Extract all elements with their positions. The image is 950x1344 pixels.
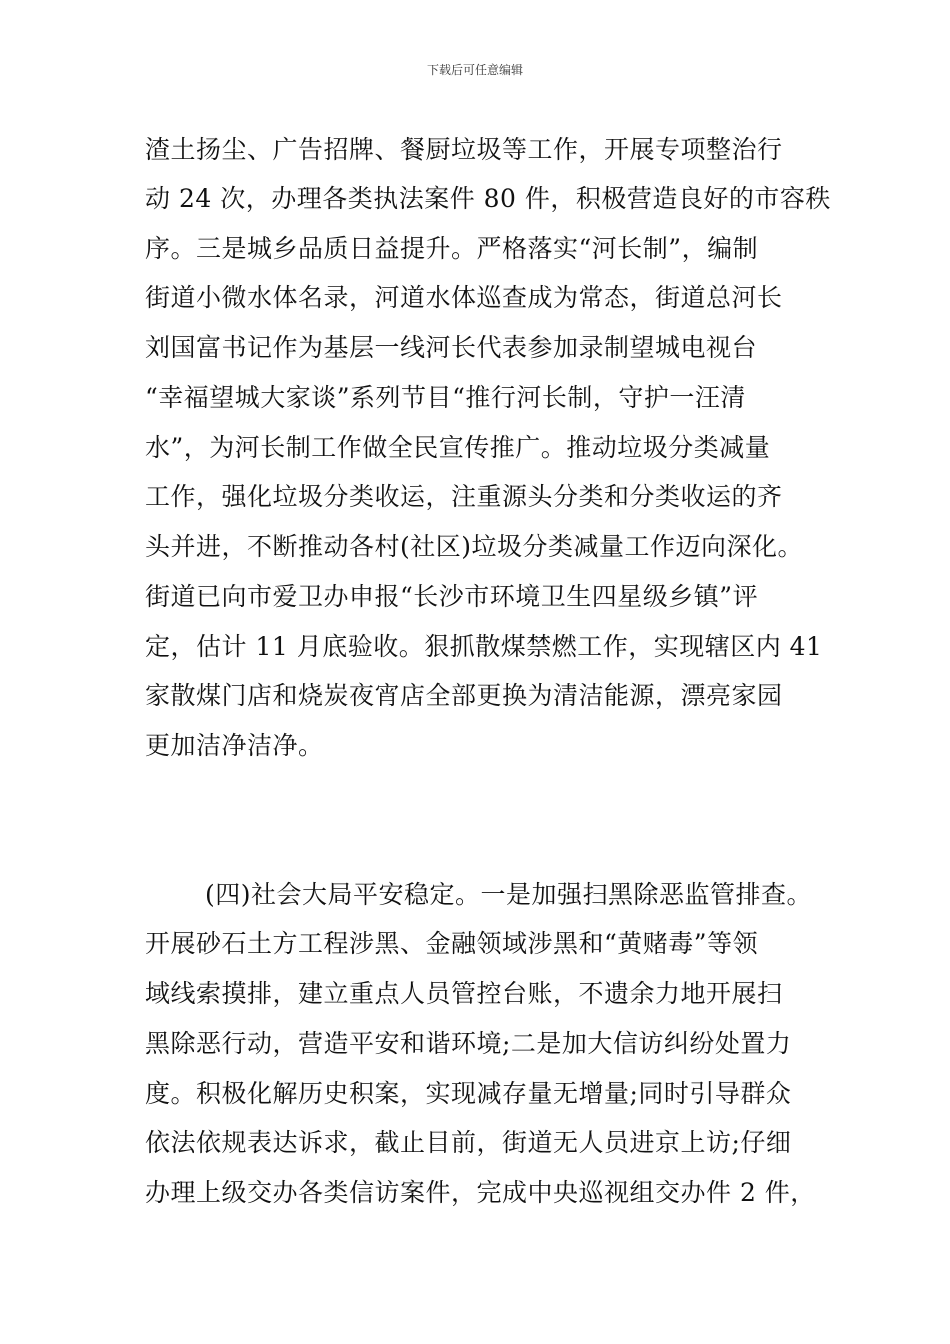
paragraph-line: 工作，强化垃圾分类收运，注重源头分类和分类收运的齐 bbox=[145, 482, 783, 511]
paragraph-line: 开展砂石土方工程涉黑、金融领域涉黑和“黄赌毒”等领 bbox=[145, 929, 759, 958]
paragraph-line: 头并进，不断推动各村(社区)垃圾分类减量工作迈向深化。 bbox=[145, 532, 804, 561]
paragraph-line: 渣土扬尘、广告招牌、餐厨垃圾等工作，开展专项整治行 bbox=[145, 135, 783, 164]
paragraph-line: 度。积极化解历史积案，实现减存量无增量;同时引导群众 bbox=[145, 1079, 792, 1108]
paragraph-line: 动 24 次，办理各类执法案件 80 件，积极营造良好的市容秩 bbox=[145, 184, 831, 213]
paragraph-line: 街道已向市爱卫办申报“长沙市环境卫生四星级乡镇”评 bbox=[145, 582, 759, 611]
paragraph-line: 更加洁净洁净。 bbox=[145, 731, 324, 760]
paragraph-line: 序。三是城乡品质日益提升。严格落实“河长制”，编制 bbox=[145, 234, 759, 263]
paragraph-line: (四)社会大局平安稳定。一是加强扫黑除恶监管排查。 bbox=[205, 880, 813, 909]
paragraph-line: 家散煤门店和烧炭夜宵店全部更换为清洁能源，漂亮家园 bbox=[145, 681, 783, 710]
paragraph-line: 黑除恶行动，营造平安和谐环境;二是加大信访纠纷处置力 bbox=[145, 1029, 792, 1058]
paragraph-line: 依法依规表达诉求，截止目前，街道无人员进京上访;仔细 bbox=[145, 1128, 792, 1157]
paragraph-line: 刘国富书记作为基层一线河长代表参加录制望城电视台 bbox=[145, 333, 758, 362]
paragraph-line: 定，估计 11 月底验收。狠抓散煤禁燃工作，实现辖区内 41 bbox=[145, 632, 823, 661]
paragraph-line: 办理上级交办各类信访案件，完成中央巡视组交办件 2 件， bbox=[145, 1178, 816, 1207]
paragraph-line: 水”，为河长制工作做全民宣传推广。推动垃圾分类减量 bbox=[145, 433, 771, 462]
paragraph-line: 街道小微水体名录，河道水体巡查成为常态，街道总河长 bbox=[145, 283, 783, 312]
paragraph-line: 域线索摸排，建立重点人员管控台账，不遗余力地开展扫 bbox=[145, 979, 783, 1008]
paragraph-line: “幸福望城大家谈”系列节目“推行河长制，守护一汪清 bbox=[145, 383, 746, 412]
page-header: 下载后可任意编辑 bbox=[426, 63, 523, 77]
